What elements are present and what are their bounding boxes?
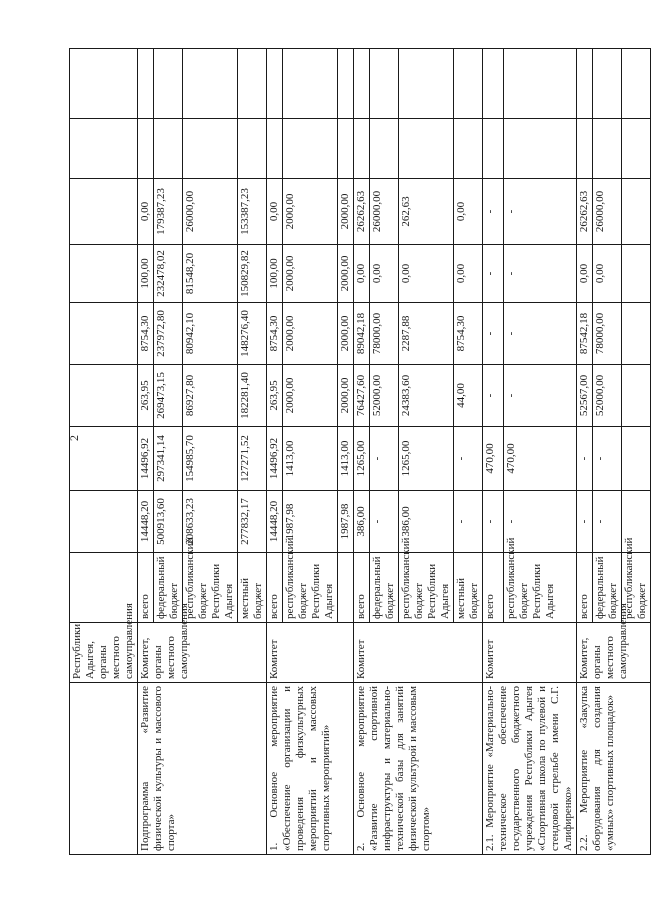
table-cell-executor: Комитет: [483, 623, 577, 683]
table-cell: [454, 49, 483, 119]
table-cell-value: 14448,20: [267, 491, 283, 553]
table-cell: [354, 49, 370, 119]
table-cell-value: 26000,00: [370, 179, 399, 245]
table-cell-value: 182281,40: [238, 365, 267, 427]
table-cell: [577, 49, 593, 119]
table-cell-value: 2000,00: [283, 179, 338, 245]
table-cell: [154, 49, 183, 119]
table-cell-value: 0,00: [593, 245, 622, 303]
table-cell-value: 154985,70: [183, 427, 238, 491]
table-cell-value: 26262,63: [354, 179, 370, 245]
table-cell: [354, 119, 370, 179]
table-cell-value: 1413,00: [283, 427, 338, 491]
table-cell-executor: Комитет, органы местного самоуправления: [577, 623, 651, 683]
table-cell-value: 100,00: [267, 245, 283, 303]
table-cell-value: -: [483, 179, 504, 245]
table-cell-value: 52000,00: [370, 365, 399, 427]
table-cell-value: 44,00: [454, 365, 483, 427]
table-cell-value: 2000,00: [283, 365, 338, 427]
table-cell: [138, 119, 154, 179]
table-cell-value: 470,00: [504, 427, 577, 491]
table-cell-value: 127271,52: [238, 427, 267, 491]
table-cell-source: всего: [483, 553, 504, 623]
table-cell-value: 80942,10: [183, 303, 238, 365]
table-cell: [70, 683, 138, 855]
table-cell-value: 2000,00: [283, 303, 338, 365]
table-cell-value: 8754,30: [138, 303, 154, 365]
table-cell: [483, 49, 504, 119]
table-cell-title: 2.1. Мероприятие «Материально-техническое обеспечение государственного бюджетного учреждения Республики Адыгея «Спортивная школа по пулевой и стендовой стрельбе имени С.Г. Алифиренко»: [483, 683, 577, 855]
table-cell-value: -: [504, 179, 577, 245]
table-cell: [238, 119, 267, 179]
table-cell-value: 1987,98: [338, 491, 354, 553]
table-cell-value: 14496,92: [138, 427, 154, 491]
table-cell-source: республиканский бюджет Республики Адыгея: [283, 553, 338, 623]
table-cell-value: 2287,88: [399, 303, 454, 365]
table-cell: [70, 427, 138, 491]
table-cell-value: 52000,00: [593, 365, 622, 427]
table-cell-value: -: [483, 303, 504, 365]
table-cell-title: 1. Основное мероприятие «Обеспечение организации и проведения физкультурных мероприятий и массовых спортивных мероприятий»: [267, 683, 354, 855]
table-cell-value: 2000,00: [338, 179, 354, 245]
table-row: [138, 49, 154, 855]
table-cell: [483, 119, 504, 179]
table-cell-value: 297341,14: [154, 427, 183, 491]
table-cell-value: 500913,60: [154, 491, 183, 553]
table-cell-value: 179387,23: [154, 179, 183, 245]
table-cell-value: 470,00: [483, 427, 504, 491]
table-row: [354, 49, 370, 855]
table-cell-value: [622, 245, 651, 303]
table-cell-value: 100,00: [138, 245, 154, 303]
table-cell-value: -: [454, 491, 483, 553]
table-row: [577, 49, 593, 855]
table-cell: [183, 49, 238, 119]
table-cell-value: -: [504, 365, 577, 427]
table-cell: [267, 119, 283, 179]
table-cell-value: 14496,92: [267, 427, 283, 491]
table-cell-title: Подпрограмма «Развитие физической культуры и массового спорта»: [138, 683, 267, 855]
table-cell-value: 148276,40: [238, 303, 267, 365]
table-cell-value: 232478,02: [154, 245, 183, 303]
table-cell-value: -: [370, 491, 399, 553]
table-cell-value: 1265,00: [399, 427, 454, 491]
table-cell: [577, 119, 593, 179]
table-cell: [283, 119, 338, 179]
table-cell-value: 0,00: [454, 179, 483, 245]
table-cell: [504, 119, 577, 179]
table-row: [483, 49, 504, 855]
table-cell-value: 2000,00: [338, 245, 354, 303]
table-cell: [593, 119, 622, 179]
table-cell-title: 2.2. Мероприятие «Закупка оборудования для создания «умных» спортивных площадок»: [577, 683, 651, 855]
table-cell-value: 26262,63: [577, 179, 593, 245]
table-cell-value: 386,00: [354, 491, 370, 553]
table-cell-value: -: [370, 427, 399, 491]
table-cell-value: 26000,00: [593, 179, 622, 245]
budget-table: [69, 48, 651, 855]
table-cell-value: [622, 179, 651, 245]
table-cell: [238, 49, 267, 119]
table-cell: [70, 119, 138, 179]
table-cell: [70, 491, 138, 553]
table-cell: [70, 245, 138, 303]
table-cell-value: 2000,00: [338, 365, 354, 427]
table-cell-value: 0,00: [370, 245, 399, 303]
table-cell-value: 8754,30: [454, 303, 483, 365]
table-cell-value: 0,00: [138, 179, 154, 245]
table-cell-value: [622, 303, 651, 365]
table-cell-executor: Комитет, органы местного самоуправления: [138, 623, 267, 683]
table-cell-value: 237972,80: [154, 303, 183, 365]
table-cell-value: -: [504, 491, 577, 553]
table-cell: [622, 49, 651, 119]
table-cell-value: 0,00: [577, 245, 593, 303]
table-cell-value: 208633,23: [183, 491, 238, 553]
table-cell-value: 1265,00: [354, 427, 370, 491]
table-cell-source: федеральный бюджет: [593, 553, 622, 623]
table-cell-source: всего: [267, 553, 283, 623]
table-cell-value: 52567,00: [577, 365, 593, 427]
table-cell-value: 86927,80: [183, 365, 238, 427]
table-cell-value: -: [577, 427, 593, 491]
table-cell-value: 78000,00: [593, 303, 622, 365]
table-cell-value: 87542,18: [577, 303, 593, 365]
table-cell: [593, 49, 622, 119]
table-cell: [399, 119, 454, 179]
table-cell-source: федеральный бюджет: [370, 553, 399, 623]
table-cell-value: 2000,00: [283, 245, 338, 303]
table-cell-value: -: [593, 427, 622, 491]
table-cell-value: 78000,00: [370, 303, 399, 365]
table-cell-value: 1987,98: [283, 491, 338, 553]
table-cell-source: [338, 553, 354, 623]
table-cell-value: -: [483, 491, 504, 553]
table-cell-value: 263,95: [267, 365, 283, 427]
table-cell-value: 8754,30: [267, 303, 283, 365]
table-cell-value: 81548,20: [183, 245, 238, 303]
table-cell: [370, 49, 399, 119]
table-cell-title: 2. Основное мероприятие «Развитие спортивной инфраструктуры и материально-технической базы для занятий физической культурой и массовым спортом»: [354, 683, 483, 855]
table-cell-source: республиканский бюджет Республики Адыгея: [399, 553, 454, 623]
table-row: [70, 49, 138, 855]
table-cell-value: 2000,00: [338, 303, 354, 365]
table-cell: [70, 365, 138, 427]
table-cell-source: республиканский бюджет: [622, 553, 651, 623]
table-cell: [399, 49, 454, 119]
table-cell-value: 0,00: [354, 245, 370, 303]
table-cell-value: 24383,60: [399, 365, 454, 427]
table-cell-value: 0,00: [454, 245, 483, 303]
table-cell-value: [622, 427, 651, 491]
table-cell-source: всего: [138, 553, 154, 623]
table-cell-value: 0,00: [399, 245, 454, 303]
table-cell: [138, 49, 154, 119]
table-cell-value: 386,00: [399, 491, 454, 553]
table-cell-value: 1413,00: [338, 427, 354, 491]
table-cell: [338, 119, 354, 179]
table-cell-value: [622, 365, 651, 427]
table-cell: [454, 119, 483, 179]
table-cell: [504, 49, 577, 119]
table-cell: [283, 49, 338, 119]
table-cell-executor: Комитет: [267, 623, 354, 683]
table-cell-value: 269473,15: [154, 365, 183, 427]
table-cell-source: местный бюджет: [454, 553, 483, 623]
table-cell-source: местный бюджет: [238, 553, 267, 623]
table-cell-value: -: [483, 245, 504, 303]
table-cell-source: всего: [354, 553, 370, 623]
table-cell-source: республиканский бюджет Республики Адыгея: [183, 553, 238, 623]
table-cell: [154, 119, 183, 179]
table-cell-value: 26000,00: [183, 179, 238, 245]
table-cell-value: 89042,18: [354, 303, 370, 365]
page-number: 2: [67, 435, 81, 441]
table-cell-value: 150829,82: [238, 245, 267, 303]
table-cell-source: всего: [577, 553, 593, 623]
table-cell-value: -: [504, 303, 577, 365]
table-cell: [338, 49, 354, 119]
table-row: [267, 49, 283, 855]
table-cell-executor: Республики Адыгея, органы местного самоуправления: [70, 623, 138, 683]
table-cell-value: 277832,17: [238, 491, 267, 553]
table-cell-value: -: [577, 491, 593, 553]
table-cell-source: республиканский бюджет Республики Адыгея: [504, 553, 577, 623]
table-cell-value: -: [593, 491, 622, 553]
table-cell-value: 263,95: [138, 365, 154, 427]
table-cell-value: 0,00: [267, 179, 283, 245]
table-cell-value: -: [483, 365, 504, 427]
table-cell: [267, 49, 283, 119]
table-cell-value: 262,63: [399, 179, 454, 245]
table-cell: [70, 303, 138, 365]
rotated-table-container: [69, 49, 648, 855]
table-cell-value: 14448,20: [138, 491, 154, 553]
table-cell-value: -: [504, 245, 577, 303]
table-cell: [370, 119, 399, 179]
table-cell-value: 76427,60: [354, 365, 370, 427]
table-cell-value: 153387,23: [238, 179, 267, 245]
table-cell: [70, 179, 138, 245]
table-cell: [622, 119, 651, 179]
table-cell: [183, 119, 238, 179]
table-cell-value: -: [454, 427, 483, 491]
table-cell: [70, 49, 138, 119]
table-cell-executor: Комитет: [354, 623, 483, 683]
table-cell-source: федеральный бюджет: [154, 553, 183, 623]
